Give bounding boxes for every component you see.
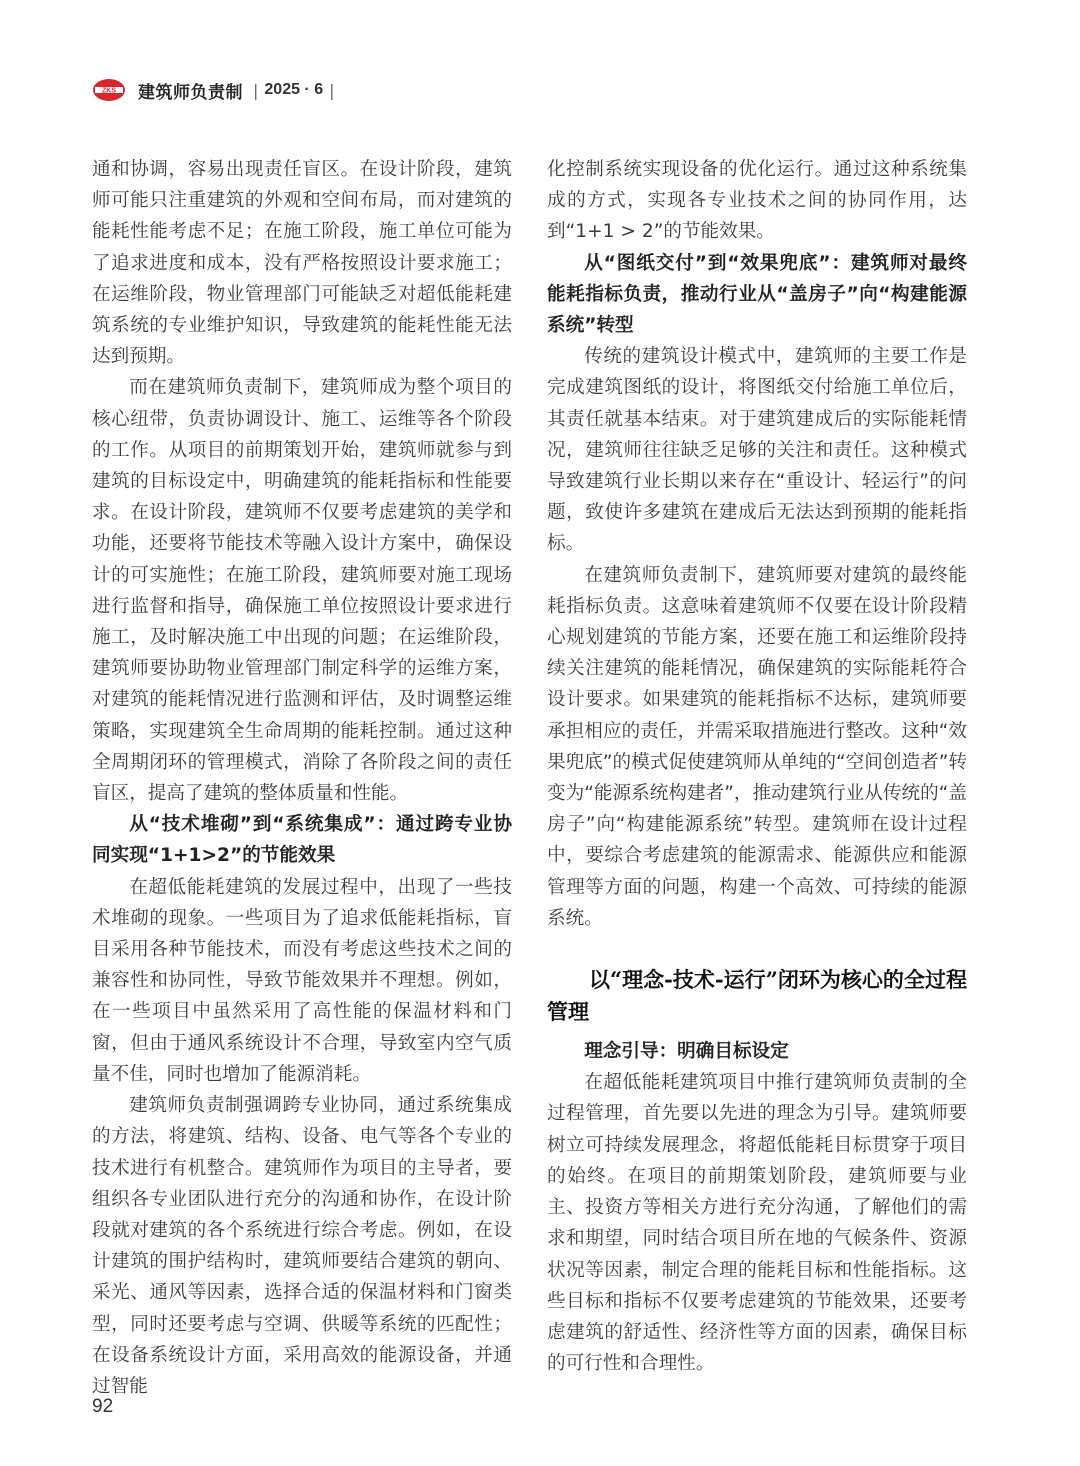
header-title: 建筑师负责制 <box>138 82 243 103</box>
subheading-concept-guidance: 理念引导：明确目标设定 <box>584 1041 789 1063</box>
svg-text:ZKS: ZKS <box>102 87 116 95</box>
paragraph: 在超低能耗建筑项目中推行建筑师负责制的全过程管理，首先要以先进的理念为引导。建筑师要树立可持续发展理念，将超低能耗目标贯穿于项目的始终。在项目的前期策划阶段，建筑师要与业主、投资方等相关方进行充分沟通，了解他们的需求和期望，同时结合项目所在地的气候条件、资源状况等因素，制定合理的能耗目标和性能指标。这些目标和指标不仅要考虑建筑的节能效果，还要考虑建筑的舒适性、经济性等方面的因素，确保目标的可行性和合理性。 <box>547 1072 967 1375</box>
issue-number: 2025 · 6 <box>264 81 324 98</box>
paragraph: 在建筑师负责制下，建筑师要对建筑的最终能耗指标负责。这意味着建筑师不仅要在设计阶段精心规划建筑的节能方案，还要在施工和运维阶段持续关注建筑的能耗情况，确保建筑的实际能耗符合设计要求。如果建筑的能耗指标不达标，建筑师要承担相应的责任，并需采取措施进行整改。这种“效果兜底”的模式促使建筑师从单纯的“空间创造者”转变为“能源系统构建者”，推动建筑行业从传统的“盖房子”向“构建能源系统”转型。建筑师在设计过程中，要综合考虑建筑的能源需求、能源供应和能源管理等方面的问题，构建一个高效、可持续的能源系统。 <box>547 564 967 929</box>
subheading-tech-integration: 从“技术堆砌”到“系统集成”：通过跨专业协同实现“1+1>2”的节能效果 <box>92 814 512 867</box>
paragraph: 通和协调，容易出现责任盲区。在设计阶段，建筑师可能只注重建筑的外观和空间布局，而对建筑的能耗性能考虑不足；在施工阶段，施工单位可能为了追求进度和成本，没有严格按照设计要求施工；在运维阶段，物业管理部门可能缺乏对超低能耗建筑系统的专业维护知识，导致建筑的能耗性能无法达到预期。 <box>92 159 512 368</box>
paragraph: 在超低能耗建筑的发展过程中，出现了一些技术堆砌的现象。一些项目为了追求低能耗指标，盲目采用各种节能技术，而没有考虑这些技术之间的兼容性和协同性，导致节能效果并不理想。例如，在一些项目中虽然采用了高性能的保温材料和门窗，但由于通风系统设计不合理，导致室内空气质量不佳，同时也增加了能源消耗。 <box>92 876 512 1085</box>
paragraph: 建筑师负责制强调跨专业协同，通过系统集成的方法，将建筑、结构、设备、电气等各个专业的技术进行有机整合。建筑师作为项目的主导者，要组织各专业团队进行充分的沟通和协作，在设计阶段就对建筑的各个系统进行综合考虑。例如，在设计建筑的围护结构时，建筑师要结合建筑的朝向、采光、通风等因素，选择合适的保温材料和门窗类型，同时还要考虑与空调、供暖等系统的匹配性；在设备系统设计方面，采用高效的能源设备，并通过智能 <box>92 1095 512 1397</box>
paragraph: 化控制系统实现设备的优化运行。通过这种系统集成的方式，实现各专业技术之间的协同作用，达到“1+1 > 2”的节能效果。 <box>547 159 967 243</box>
header-divider: | <box>253 80 259 100</box>
paragraph: 传统的建筑设计模式中，建筑师的主要工作是完成建筑图纸的设计，将图纸交付给施工单位后，其责任就基本结束。对于建筑建成后的实际能耗情况，建筑师往往缺乏足够的关注和责任。这种模式导致建筑行业长期以来存在“重设计、轻运行”的问题，致使许多建筑在建成后无法达到预期的能耗指标。 <box>547 346 967 555</box>
running-header <box>92 76 335 104</box>
paragraph: 而在建筑师负责制下，建筑师成为整个项目的核心纽带，负责协调设计、施工、运维等各个阶段的工作。从项目的前期策划开始，建筑师就参与到建筑的目标设定中，明确建筑的能耗指标和性能要求。在设计阶段，建筑师不仅要考虑建筑的美学和功能，还要将节能技术等融入设计方案中，确保设计的可实施性；在施工阶段，建筑师要对施工现场进行监督和指导，确保施工单位按照设计要求进行施工，及时解决施工中出现的问题；在运维阶段，建筑师要协助物业管理部门制定科学的运维方案，对建筑的能耗情况进行监测和评估，及时调整运维策略，实现建筑全生命周期的能耗控制。通过这种全周期闭环的管理模式，消除了各阶段之间的责任盲区，提高了建筑的整体质量和性能。 <box>92 377 512 805</box>
left-column <box>92 154 512 1402</box>
section-heading: 以“理念-技术-运行”闭环为核心的全过程管理 <box>547 967 967 1025</box>
right-column <box>547 154 967 1379</box>
subheading-drawing-to-result: 从“图纸交付”到“效果兜底”：建筑师对最终能耗指标负责，推动行业从“盖房子”向“构建能源系统”转型 <box>547 252 967 337</box>
magazine-logo <box>92 77 126 103</box>
header-divider-end: | <box>329 80 335 100</box>
page-number: 92 <box>92 1396 114 1417</box>
